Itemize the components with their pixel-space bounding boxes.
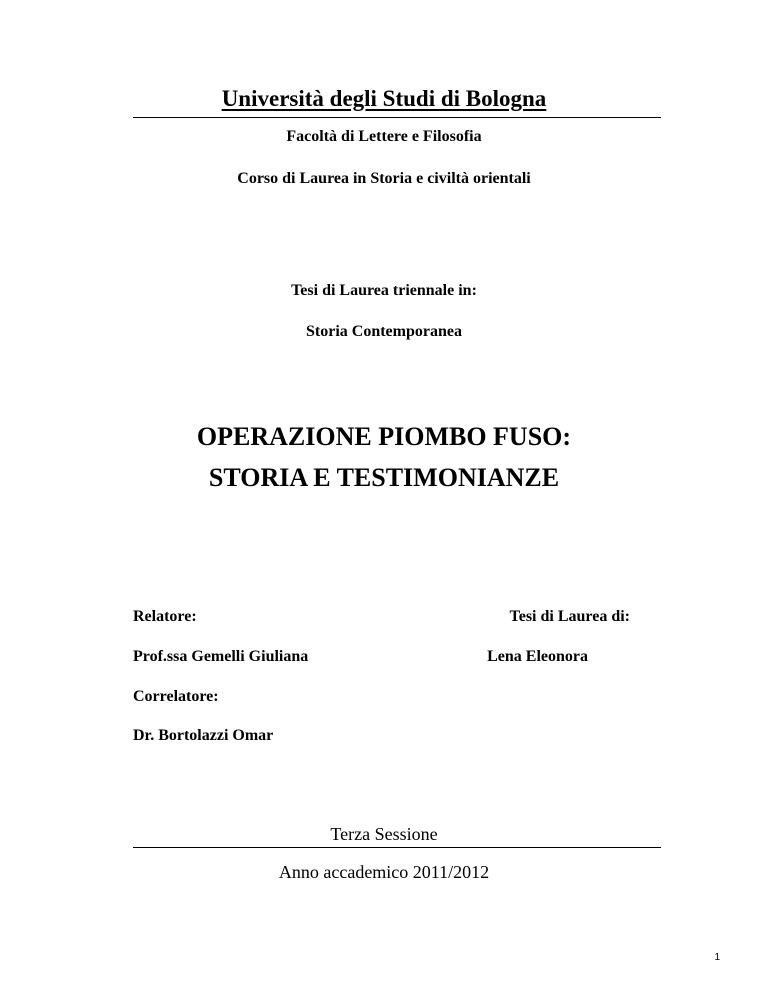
candidate-label: Tesi di Laurea di:: [509, 608, 630, 625]
thesis-title-line-2: STORIA E TESTIMONIANZE: [208, 463, 560, 492]
faculty-name: Facoltà di Lettere e Filosofia: [286, 128, 482, 145]
thesis-type: Tesi di Laurea triennale in:: [291, 282, 477, 299]
session-name: Terza Sessione: [330, 824, 438, 844]
relatore-name: Prof.ssa Gemelli Giuliana: [133, 648, 309, 665]
header-rule: [133, 117, 661, 118]
thesis-title-line-1: OPERAZIONE PIOMBO FUSO:: [196, 422, 572, 451]
academic-year: Anno accademico 2011/2012: [278, 862, 490, 882]
course-name: Corso di Laurea in Storia e civiltà orientali: [237, 170, 531, 187]
page-number: 1: [714, 952, 720, 963]
relatore-label: Relatore:: [133, 608, 197, 625]
correlatore-name: Dr. Bortolazzi Omar: [133, 727, 274, 744]
university-name: Università degli Studi di Bologna: [221, 86, 547, 111]
correlatore-label: Correlatore:: [133, 688, 219, 705]
footer-rule: [133, 847, 661, 848]
candidate-name: Lena Eleonora: [487, 648, 588, 665]
thesis-subject: Storia Contemporanea: [306, 323, 462, 340]
